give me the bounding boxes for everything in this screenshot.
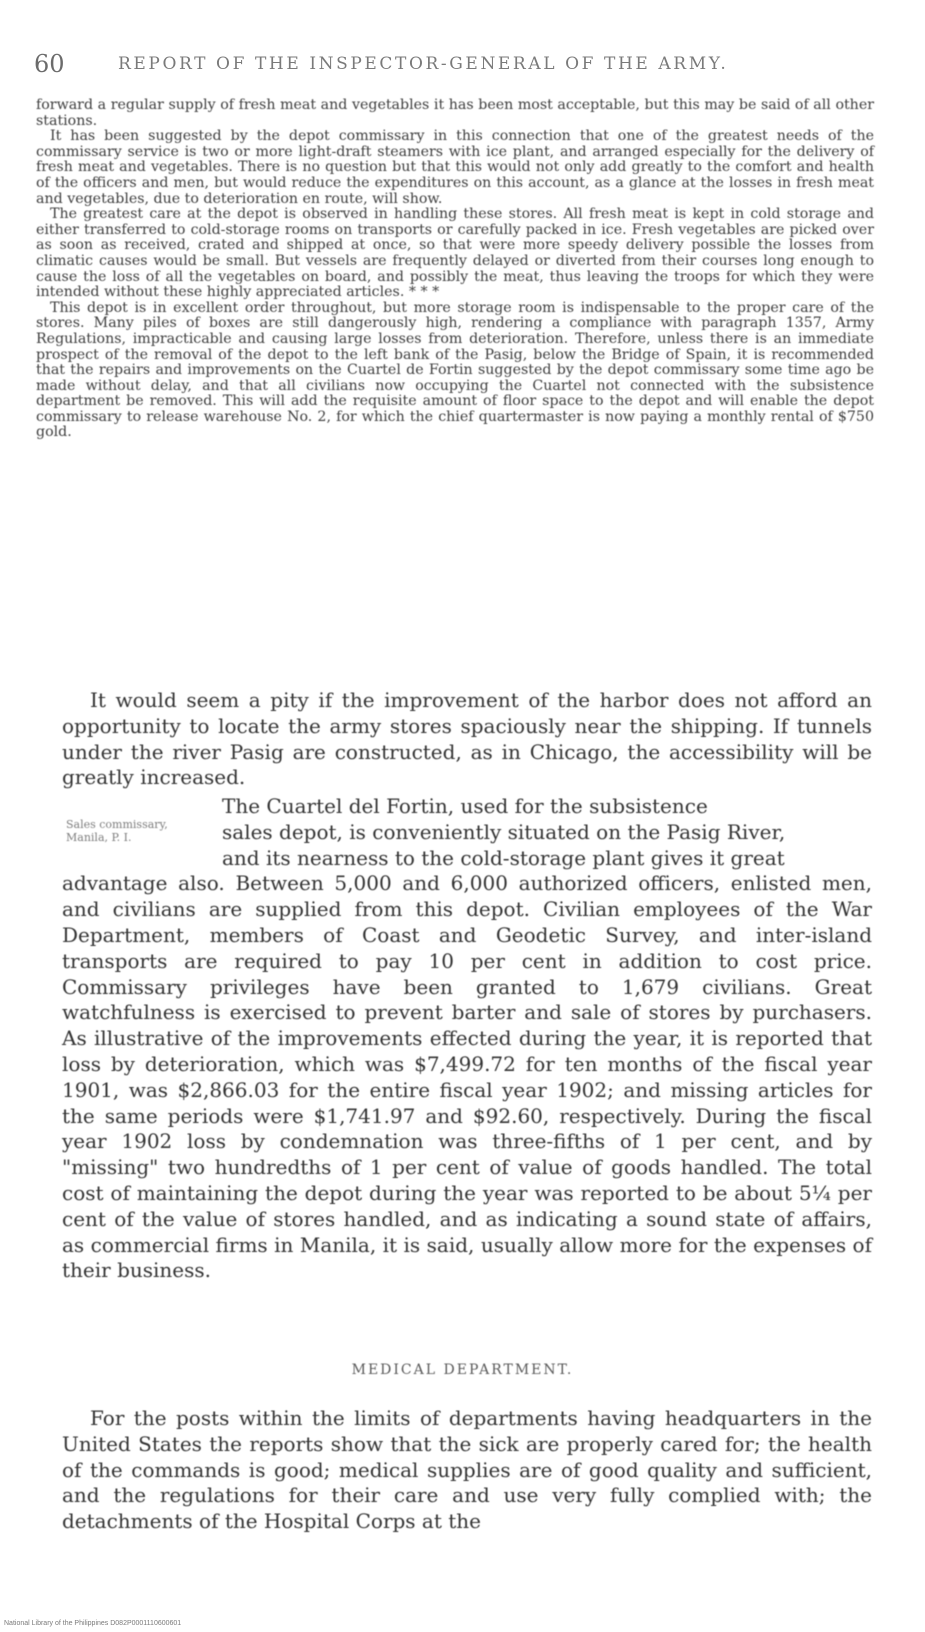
fortin-line-2: sales depot, is conveniently situated on the Pasig River, (222, 819, 786, 844)
fortin-paragraph-block (62, 794, 872, 1284)
medical-paragraph-block (62, 1406, 872, 1535)
section-heading: MEDICAL DEPARTMENT. (351, 1362, 574, 1378)
quoted-report-block (36, 98, 874, 441)
page-number: 60 (34, 50, 65, 78)
sidenote-line-2: Manila, P. I. (66, 831, 132, 844)
quote-paragraph-2: It has been suggested by the depot commissary in this connection that one of the greatest needs of the commissary service is two or more light-draft steamers with ice plant, and arranged especially for the delivery of fresh meat and vegetables. There is no question but that this would not only add greatly to the comfort and health of the officers and men, but would reduce the expenditures on this account, as a glance at the losses in fresh meat and vegetables, due to deterioration en route, will show. (36, 128, 874, 207)
footer-library-stamp: National Library of the Philippines D082P0001110600601 (4, 1620, 182, 1627)
harbor-paragraph: It would seem a pity if the improvement of the harbor does not afford an opportunity to locate the army stores spaciously near the shipping. If tunnels under the river Pasig are constructed, as in Chicago, the accessibility will be greatly increased. (62, 688, 872, 790)
sidenote-line-1: Sales commissary, (66, 818, 168, 831)
fortin-indented-lines (222, 794, 872, 871)
page-header (34, 50, 794, 80)
quote-paragraph-4: This depot is in excellent order throughout, but more storage room is indispensable to the proper care of the stores. Many piles of boxes are still dangerously high, rendering a compliance with paragraph 1357, Army Regulations, impracticable and causing large losses from deterioration. Therefore, unless there is an immediate prospect of the removal of the depot to the left bank of the Pasig, below the Bridge of Spain, it is recommended that the repairs and improvements on the Cuartel de Fortin suggested by the depot commissary some time ago be made without delay, and that all civilians now occupying the Cuartel not connected with the subsistence department be removed. This will add the requisite amount of floor space to the depot and will enable the depot commissary to release warehouse No. 2, for which the chief quartermaster is now paying a monthly rental of $750 gold. (36, 299, 874, 441)
harbor-paragraph-block (62, 688, 872, 791)
fortin-paragraph-rest: advantage also. Between 5,000 and 6,000 authorized officers, enlisted men, and civilians are supplied from this depot. Civilian employees of the War Department, members of Coast and Geodetic Survey, and inter-island transports are required to pay 10 per cent in addition to cost price. Commissary privileges have been granted to 1,679 civilians. Great watchfulness is exercised to prevent barter and sale of stores by purchasers. As illustrative of the improvements effected during the year, it is reported that loss by deterioration, which was $7,499.72 for ten months of the fiscal year 1901, was $2,866.03 for the entire fiscal year 1902; and missing articles for the same periods were $1,741.97 and $92.60, respectively. During the fiscal year 1902 loss by condemnation was three-fifths of 1 per cent, and by "missing" two hundredths of 1 per cent of value of goods handled. The total cost of maintaining the depot during the year was reported to be about 5¼ per cent of the value of stores handled, and as indicating a sound state of affairs, as commercial firms in Manila, it is said, usually allow more for the expenses of their business. (62, 871, 872, 1283)
running-head: REPORT OF THE INSPECTOR-GENERAL OF THE ARMY. (118, 54, 729, 74)
fortin-line-1: The Cuartel del Fortin, used for the subsistence (222, 794, 708, 818)
fortin-line-3: and its nearness to the cold-storage plant gives it great (222, 845, 785, 870)
quote-paragraph-3: The greatest care at the depot is observed in handling these stores. All fresh meat is kept in cold storage and either transferred to cold-storage rooms on transports or carefully packed in ice. Fresh vegetables are picked over as soon as received, crated and shipped at once, so that were more speedy delivery possible the losses from climatic causes would be small. But vessels are frequently delayed or diverted from their courses long enough to cause the loss of all the vegetables on board, and possibly the meat, thus leaving the troops for which they were intended without these highly appreciated articles. * * * (36, 206, 874, 301)
quote-paragraph-1: forward a regular supply of fresh meat and vegetables it has been most acceptable, but this may be said of all other stations. (36, 97, 874, 129)
medical-paragraph: For the posts within the limits of departments having headquarters in the United States the reports show that the sick are properly cared for; the health of the commands is good; medical supplies are of good quality and sufficient, and the regulations for their care and use very fully complied with; the detachments of the Hospital Corps at the (62, 1406, 872, 1534)
